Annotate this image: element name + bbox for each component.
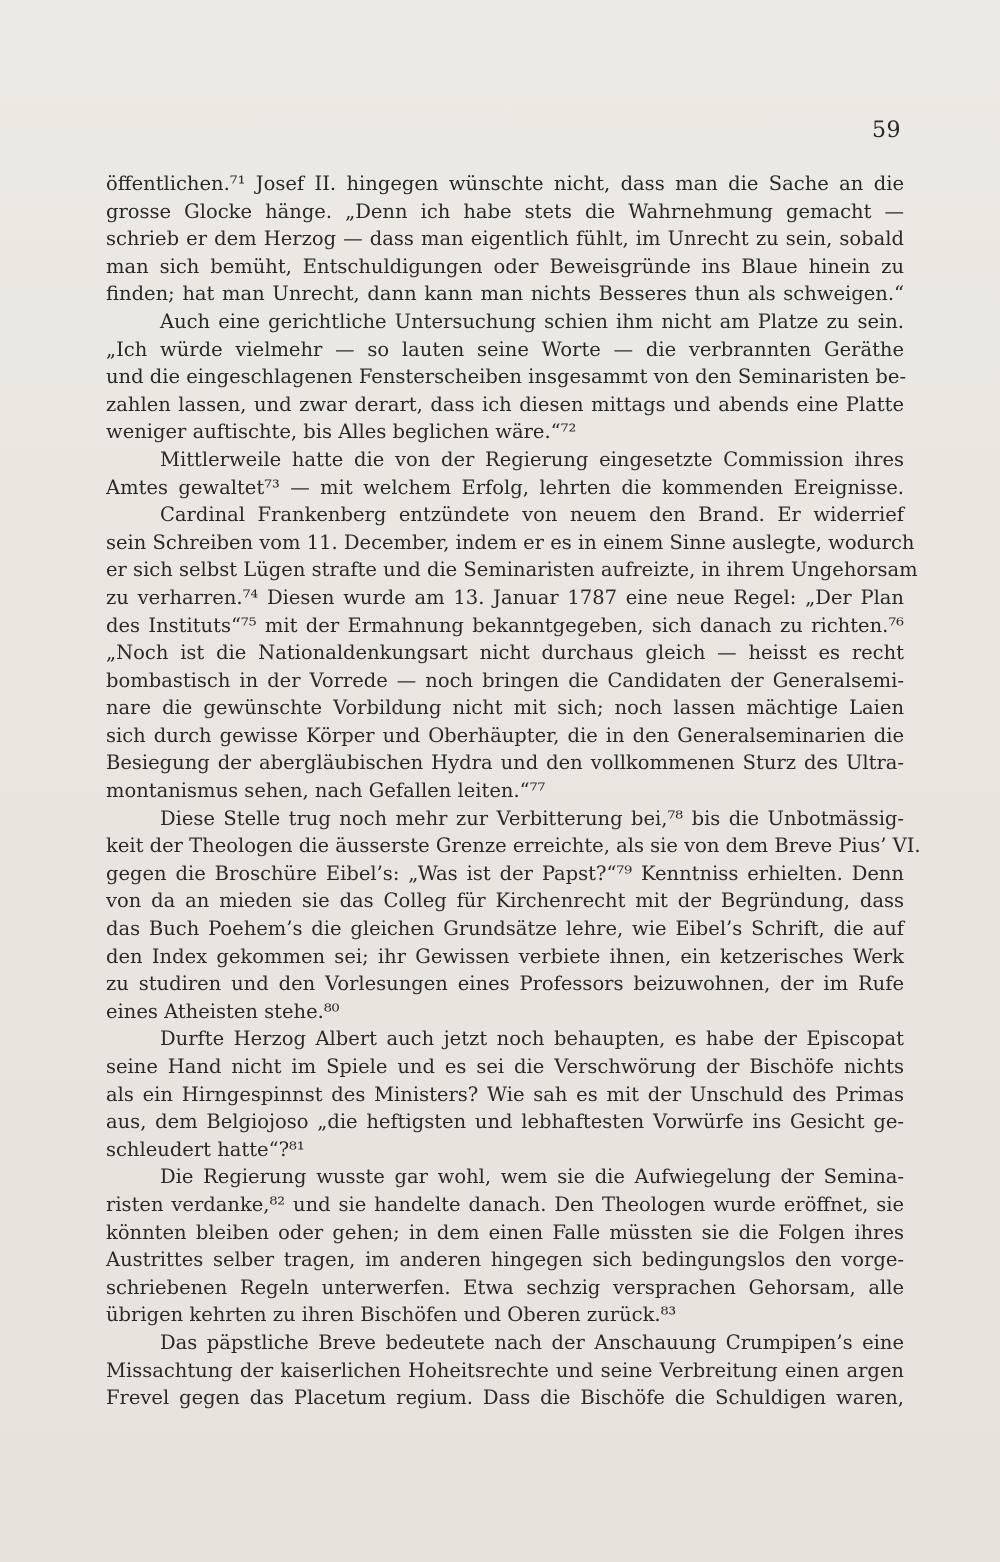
paragraph-end-line: eines Atheisten stehe.⁸⁰ (106, 999, 340, 1023)
text-line: finden; hat man Unrecht, dann kann man nichts Besseres thun als schweigen.“ (106, 282, 904, 306)
text-line: er sich selbst Lügen strafte und die Seminaristen aufreizte, in ihrem Ungehorsam (106, 558, 918, 582)
text-line: Austrittes selber tragen, im anderen hingegen sich bedingungslos den vorge- (106, 1248, 904, 1272)
text-line: Frevel gegen das Placetum regium. Dass die Bischöfe die Schuldigen waren, (106, 1386, 904, 1410)
text-line: und die eingeschlagenen Fensterscheiben insgesammt von den Seminaristen be- (106, 365, 907, 389)
text-line: Missachtung der kaiserlichen Hoheitsrechte und seine Verbreitung einen argen (106, 1358, 904, 1382)
paragraph-end-line: weniger auftischte, bis Alles beglichen wäre.“⁷² (106, 420, 577, 444)
text-line: den Index gekommen sei; ihr Gewissen verbiete ihnen, ein ketzerisches Werk (106, 944, 904, 968)
paragraph-end-line: montanismus sehen, nach Gefallen leiten.“⁷⁷ (106, 779, 546, 803)
paragraph-end-line: übrigen kehrten zu ihren Bischöfen und Oberen zurück.⁸³ (106, 1303, 677, 1327)
text-line: sein Schreiben vom 11. December, indem er es in einem Sinne auslegte, wodurch (106, 530, 915, 554)
text-line: risten verdanke,⁸² und sie handelte danach. Den Theologen wurde eröffnet, sie (106, 1192, 904, 1216)
text-line: schrieb er dem Herzog — dass man eigentlich fühlt, im Unrecht zu sein, sobald (106, 227, 904, 251)
paragraph-start-line: Cardinal Frankenberg entzündete von neuem den Brand. Er widerrief (160, 503, 904, 527)
text-line: „Noch ist die Nationaldenkungsart nicht durchaus gleich — heisst es recht (106, 641, 904, 665)
text-line: öffentlichen.⁷¹ Josef II. hingegen wünschte nicht, dass man die Sache an die (106, 172, 904, 195)
text-line: keit der Theologen die äusserste Grenze erreichte, als sie von dem Breve Pius’ VI. (106, 834, 921, 858)
text-line: bombastisch in der Vorrede — noch bringen die Candidaten der Generalsemi- (106, 668, 904, 692)
text-line: Amtes gewaltet⁷³ — mit welchem Erfolg, lehrten die kommenden Ereignisse. (106, 475, 904, 499)
body-text (106, 170, 921, 1412)
text-line: grosse Glocke hänge. „Denn ich habe stets die Wahrnehmung gemacht — (106, 199, 904, 223)
text-line: schriebenen Regeln unterwerfen. Etwa sechzig versprachen Gehorsam, alle (106, 1275, 904, 1299)
text-line: gegen die Broschüre Eibel’s: „Was ist der Papst?“⁷⁹ Kenntniss erhielten. Denn (106, 861, 904, 885)
text-line: seine Hand nicht im Spiele und es sei die Verschwörung der Bischöfe nichts (106, 1055, 904, 1078)
text-line: von da an mieden sie das Colleg für Kirchenrecht mit der Begründung, dass (106, 889, 904, 913)
paragraph-start-line: Diese Stelle trug noch mehr zur Verbitterung bei,⁷⁸ bis die Unbotmässig- (160, 806, 904, 830)
paragraph-start-line: Mittlerweile hatte die von der Regierung eingesetzte Commission ihres (160, 447, 904, 471)
paragraph-start-line: Das päpstliche Breve bedeutete nach der Anschauung Crumpipen’s eine (160, 1330, 904, 1354)
text-line: des Instituts“⁷⁵ mit der Ermahnung bekanntgegeben, sich danach zu richten.⁷⁶ (106, 613, 904, 637)
paragraph-start-line: Auch eine gerichtliche Untersuchung schien ihm nicht am Platze zu sein. (160, 309, 904, 333)
text-line: man sich bemüht, Entschuldigungen oder Beweisgründe ins Blaue hinein zu (106, 254, 904, 278)
text-line: zu studiren und den Vorlesungen eines Professors beizuwohnen, der im Rufe (106, 972, 904, 996)
text-line: nare die gewünschte Vorbildung nicht mit sich; noch lassen mächtige Laien (106, 696, 904, 720)
paragraph-start-line: Die Regierung wusste gar wohl, wem sie die Aufwiegelung der Semina- (160, 1165, 904, 1189)
text-line: als ein Hirngespinnst des Ministers? Wie sah es mit der Unschuld des Primas (106, 1082, 904, 1106)
text-line: zahlen lassen, und zwar derart, dass ich diesen mittags und abends eine Platte (106, 392, 904, 416)
text-line: Besiegung der abergläubischen Hydra und den vollkommenen Sturz des Ultra- (106, 751, 904, 775)
text-line: könnten bleiben oder gehen; in dem einen Falle müssten sie die Folgen ihres (106, 1220, 904, 1244)
text-line: aus, dem Belgiojoso „die heftigsten und lebhaftesten Vorwürfe ins Gesicht ge- (106, 1110, 904, 1134)
text-line: sich durch gewisse Körper und Oberhäupter, die in den Generalseminarien die (106, 723, 904, 747)
text-line: das Buch Poehem’s die gleichen Grundsätze lehre, wie Eibel’s Schrift, die auf (106, 917, 904, 941)
text-line: „Ich würde vielmehr — so lauten seine Worte — die verbrannten Geräthe (106, 337, 904, 361)
paragraph-start-line: Durfte Herzog Albert auch jetzt noch behaupten, es habe der Episcopat (160, 1027, 904, 1051)
text-line: zu verharren.⁷⁴ Diesen wurde am 13. Januar 1787 eine neue Regel: „Der Plan (106, 585, 904, 609)
page-number: 59 (872, 118, 901, 143)
paragraph-end-line: schleudert hatte“?⁸¹ (106, 1137, 305, 1161)
